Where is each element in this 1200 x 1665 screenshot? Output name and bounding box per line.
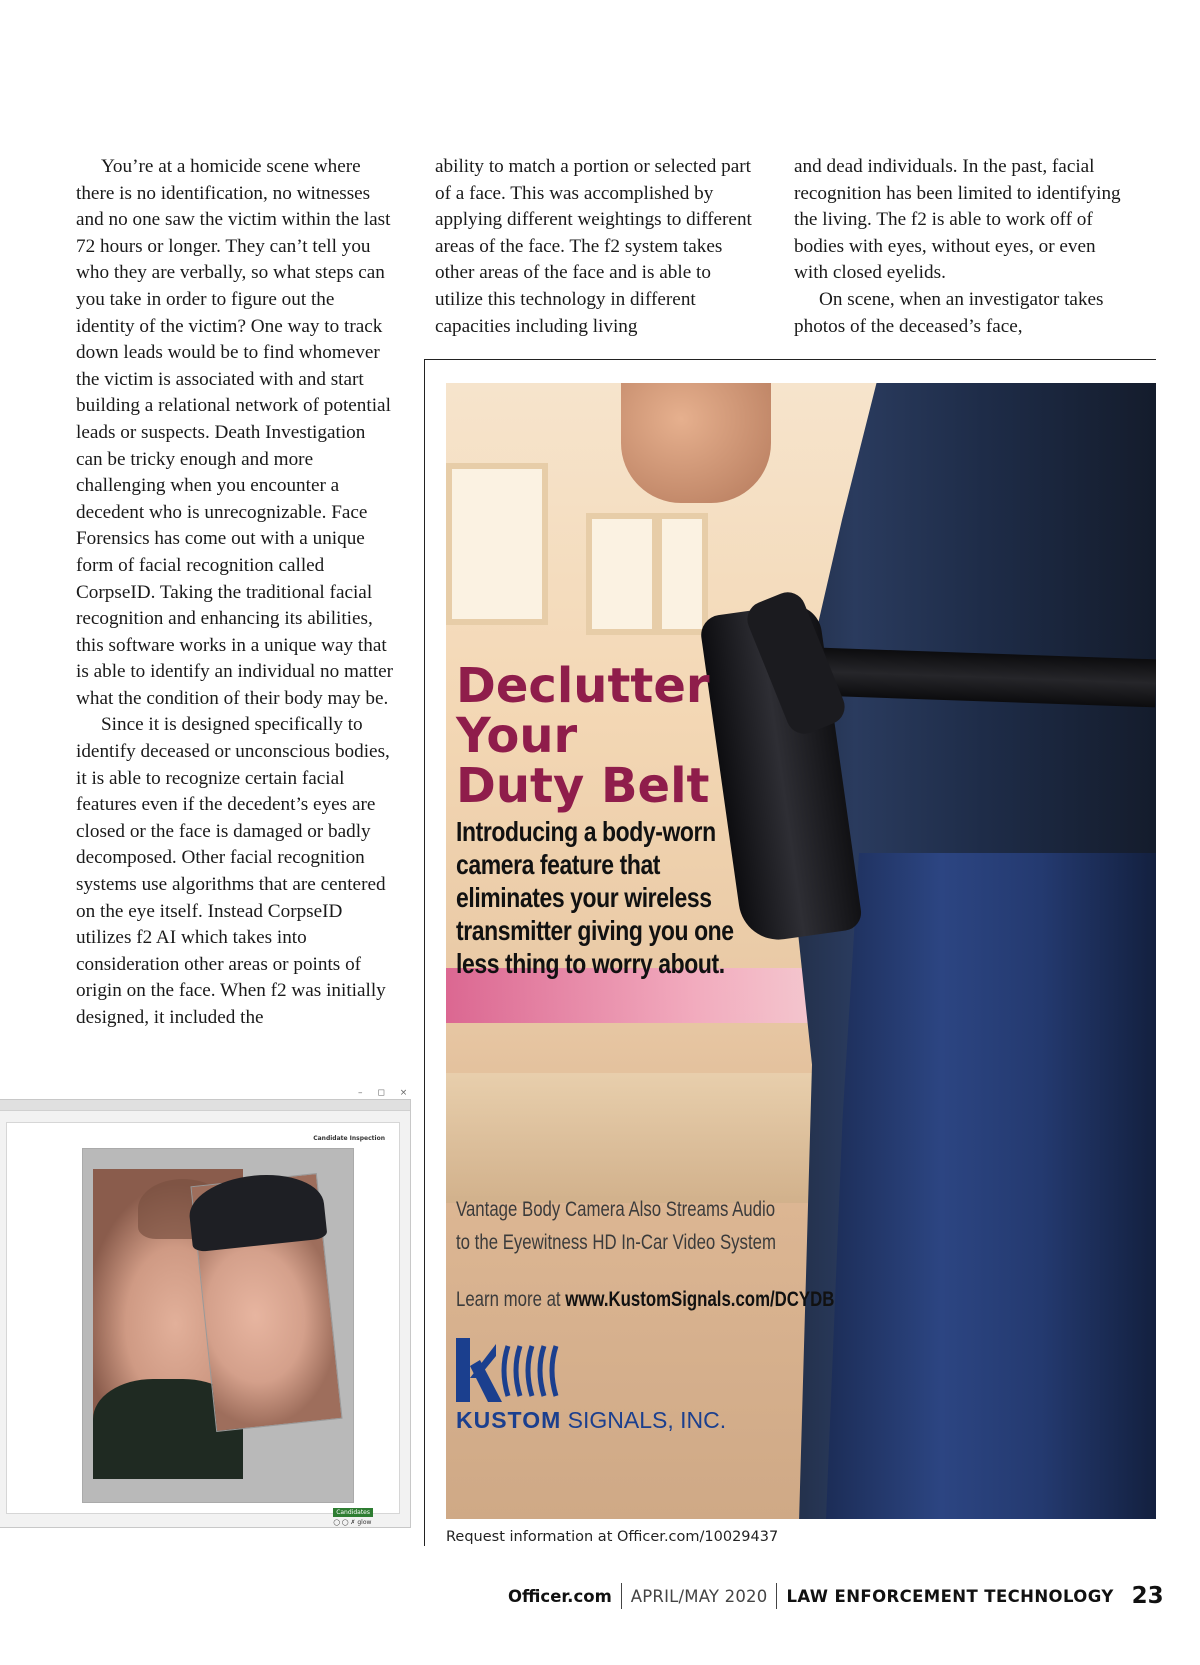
article-column-1 xyxy=(76,154,396,1032)
ad-url-link[interactable]: www.KustomSignals.com/DCYDB xyxy=(565,1288,835,1311)
footer-issue-date: APRIL/MAY 2020 xyxy=(630,1586,768,1606)
footer-divider xyxy=(621,1583,622,1609)
article-paragraph: and dead individuals. In the past, facial recognition has been limited to identifying the living. The f2 is able to work off of bodies with eyes, without eyes, or even with closed eyelids. xyxy=(794,156,1121,284)
candidate-panel xyxy=(6,1122,400,1526)
face-comparison-image xyxy=(82,1148,354,1503)
ad-subhead: Introducing a body-worn camera feature that eliminates your wireless transmitter giving you one less thing to worry about. xyxy=(456,816,734,979)
face-photo-overlay[interactable] xyxy=(190,1173,342,1432)
ad-feature-text: Vantage Body Camera Also Streams Audio to the Eyewitness HD In-Car Video System xyxy=(456,1198,776,1254)
officer-arm xyxy=(621,383,771,503)
page-number: 23 xyxy=(1131,1583,1164,1609)
panel-footer xyxy=(333,1508,373,1526)
ad-frame-rule xyxy=(424,359,1156,360)
ad-headline-line: Duty Belt xyxy=(456,758,710,814)
ad-frame-rule xyxy=(424,359,425,1546)
candidates-button[interactable]: Candidates xyxy=(333,1508,373,1517)
ad-headline xyxy=(456,658,710,814)
ad-request-info[interactable]: Request information at Officer.com/10029437 xyxy=(446,1529,779,1545)
article-column-3 xyxy=(794,154,1129,340)
ad-headline-line: Declutter xyxy=(456,658,710,714)
ad-headline-line: Your xyxy=(456,708,578,764)
footer-magazine: LAW ENFORCEMENT TECHNOLOGY xyxy=(786,1586,1114,1606)
panel-controls[interactable]: ◯ ◯ ✗ glow xyxy=(333,1519,372,1526)
officer-legs xyxy=(826,853,1156,1519)
ad-background-window xyxy=(656,513,708,635)
window-controls[interactable]: – ◻ × xyxy=(358,1088,414,1098)
kustom-logo-wordmark xyxy=(456,1407,726,1434)
ad-learn-prefix: Learn more at xyxy=(456,1288,566,1311)
article-column-2 xyxy=(435,154,757,340)
footer-site[interactable]: Officer.com xyxy=(508,1586,612,1606)
logo-bold: KUSTOM xyxy=(456,1407,562,1433)
article-paragraph: Since it is designed specifically to identify deceased or unconscious bodies, it is able to recognize certain facial features even if the decedent’s eyes are closed or the face is damaged or badly decomposed. Other facial recognition systems use algorithms that are centered on the eye itself. Instead CorpseID utilizes f2 AI which takes into consideration other areas or points of origin on the face. When f2 was initially designed, it included the xyxy=(76,714,390,1028)
article-paragraph: You’re at a homicide scene where there is no identification, no witnesses and no one saw the victim within the last 72 hours or longer. They can’t tell you who they are verbally, so what steps can you take in order to figure out the identity of the victim? One way to track down leads would be to find whomever the victim is associated with and start building a relational network of potential leads or suspects. Death Investigation can be tricky enough and more challenging when you encounter a decedent who is unrecognizable. Face Forensics has come out with a unique form of facial recognition called CorpseID. Taking the traditional facial recognition and enhancing its abilities, this software works in a unique way that is able to identify an individual no matter what the condition of their body may be. xyxy=(76,156,394,709)
kustom-logo-icon xyxy=(456,1338,576,1402)
article-paragraph: ability to match a portion or selected part of a face. This was accomplished by applying different weightings to different areas of the face. The f2 system takes other areas of the face and is able to utilize this technology in different capacities including living xyxy=(435,156,752,337)
ad-learn-more xyxy=(456,1288,872,1312)
footer-divider xyxy=(776,1583,777,1609)
ad-background-window xyxy=(586,513,658,635)
kustom-signals-ad[interactable] xyxy=(446,383,1156,1519)
corpseid-screenshot xyxy=(0,1099,411,1528)
article-paragraph: On scene, when an investigator takes photos of the deceased’s face, xyxy=(794,288,1104,337)
ad-background-blur xyxy=(446,1073,866,1203)
logo-rest: SIGNALS, INC. xyxy=(561,1407,727,1433)
window-titlebar xyxy=(0,1100,410,1111)
ad-background-window xyxy=(446,463,548,625)
panel-title: Candidate Inspection xyxy=(313,1135,385,1142)
page-footer xyxy=(508,1583,1164,1609)
